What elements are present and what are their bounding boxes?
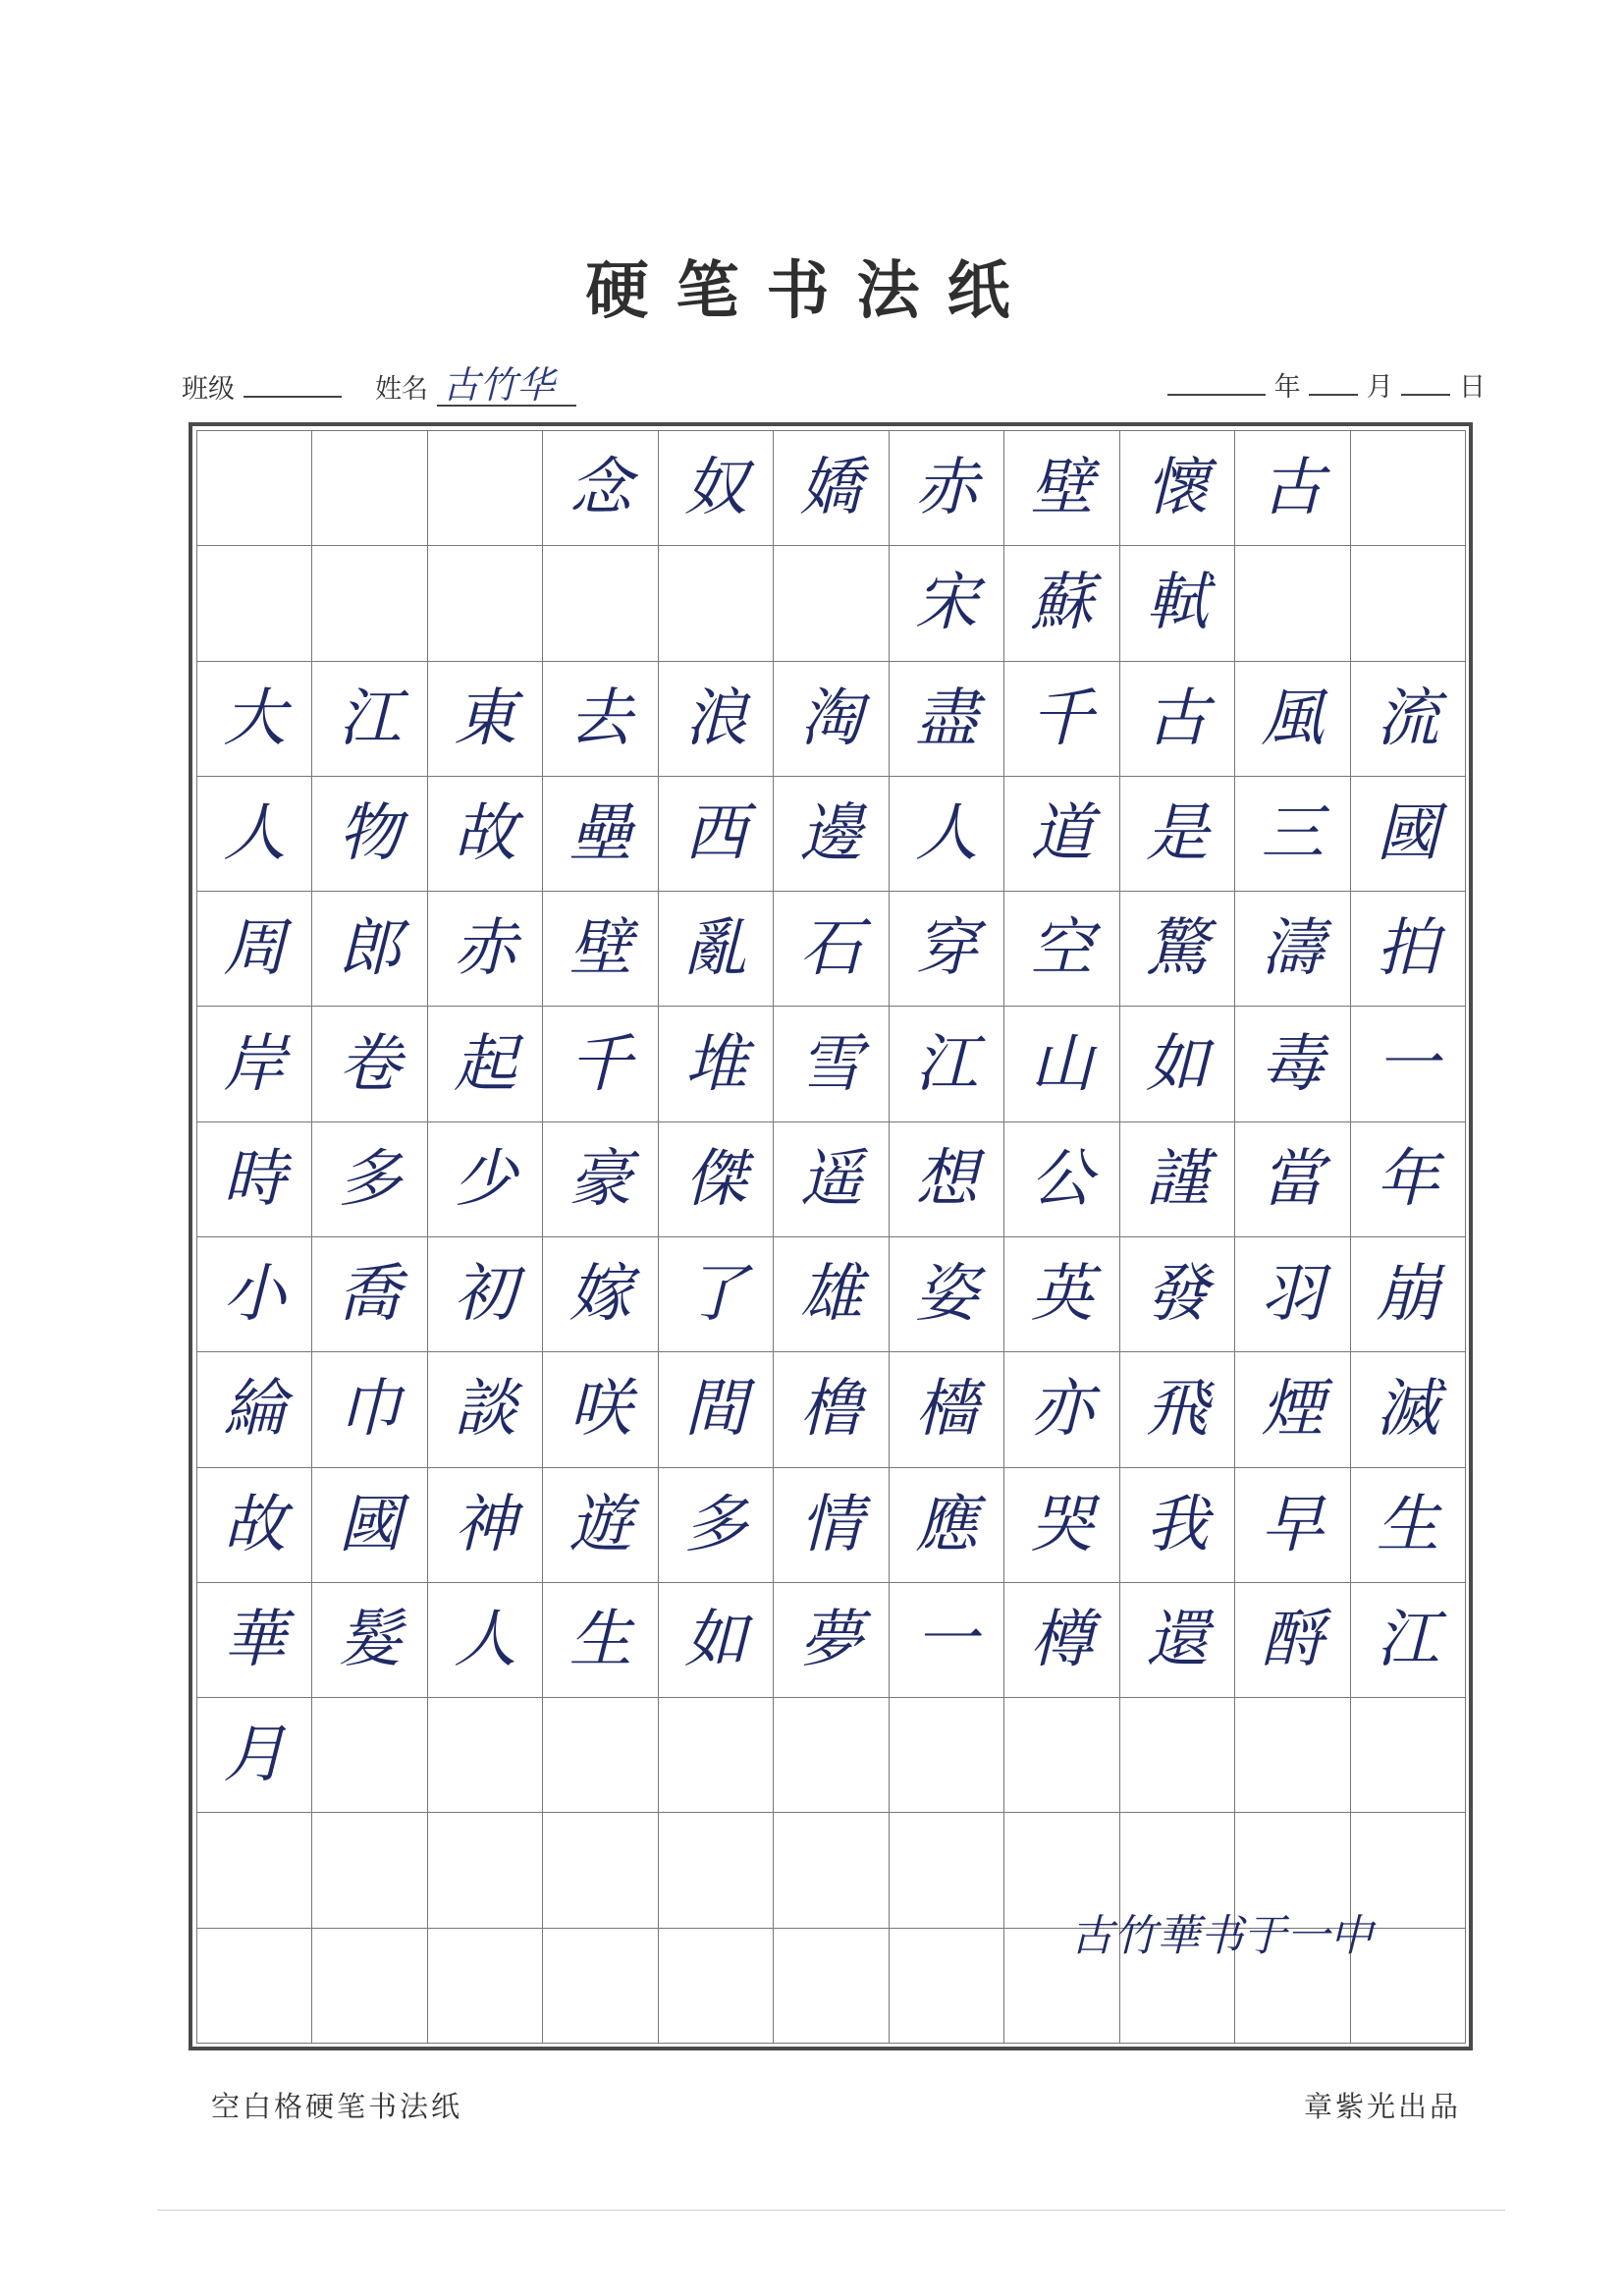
grid-cell	[428, 546, 543, 661]
grid-cell	[659, 1929, 774, 2044]
grid-cell: 物	[312, 777, 427, 892]
footer-right: 章紫光出品	[1303, 2090, 1461, 2123]
grid-cell	[543, 1813, 658, 1928]
name-value: 古竹华	[437, 365, 576, 407]
grid-cell: 奴	[659, 431, 774, 546]
grid-cell	[659, 1698, 774, 1813]
grid-cell: 神	[428, 1468, 543, 1583]
grid-cell: 邊	[774, 777, 889, 892]
grid-cell	[890, 1929, 1004, 2044]
grid-cell	[1351, 431, 1466, 546]
grid-cell: 拍	[1351, 892, 1466, 1007]
grid-cell	[428, 431, 543, 546]
grid-cell: 豪	[543, 1122, 658, 1237]
grid-cell: 初	[428, 1237, 543, 1352]
grid-cell: 酹	[1235, 1583, 1350, 1698]
grid-cell: 橹	[774, 1352, 889, 1467]
grid-cell	[774, 1929, 889, 2044]
grid-cell: 空	[1004, 892, 1119, 1007]
grid-cell: 我	[1120, 1468, 1235, 1583]
grid-cell: 人	[890, 777, 1004, 892]
grid-cell	[312, 1698, 427, 1813]
grid-cell: 濤	[1235, 892, 1350, 1007]
grid-cell: 古	[1120, 662, 1235, 777]
grid-cell: 咲	[543, 1352, 658, 1467]
grid-cell: 間	[659, 1352, 774, 1467]
day-field	[1401, 368, 1450, 396]
grid-cell: 郎	[312, 892, 427, 1007]
grid-cell: 人	[428, 1583, 543, 1698]
grid-cell: 千	[1004, 662, 1119, 777]
grid-cell: 蘇	[1004, 546, 1119, 661]
grid-cell: 千	[543, 1007, 658, 1121]
grid-cell: 年	[1351, 1122, 1466, 1237]
grid-cell: 想	[890, 1122, 1004, 1237]
grid-cell: 東	[428, 662, 543, 777]
writing-grid	[196, 430, 1466, 2044]
page-title: 硬笔书法纸	[585, 254, 1038, 328]
grid-cell: 髮	[312, 1583, 427, 1698]
footer-left: 空白格硬笔书法纸	[211, 2090, 463, 2123]
grid-cell: 故	[197, 1468, 312, 1583]
year-field	[1167, 368, 1266, 396]
grid-cell: 如	[659, 1583, 774, 1698]
grid-cell: 崩	[1351, 1237, 1466, 1352]
grid-cell: 飛	[1120, 1352, 1235, 1467]
grid-cell: 浪	[659, 662, 774, 777]
grid-cell	[197, 1813, 312, 1928]
grid-cell: 驚	[1120, 892, 1235, 1007]
grid-cell: 一	[1351, 1007, 1466, 1121]
grid-cell: 故	[428, 777, 543, 892]
grid-cell: 華	[197, 1583, 312, 1698]
grid-cell	[659, 1813, 774, 1928]
grid-cell	[1235, 546, 1350, 661]
grid-cell: 檣	[890, 1352, 1004, 1467]
grid-cell: 亂	[659, 892, 774, 1007]
bottom-rule	[157, 2210, 1505, 2211]
grid-cell: 江	[312, 662, 427, 777]
grid-cell: 應	[890, 1468, 1004, 1583]
grid-cell: 岸	[197, 1007, 312, 1121]
grid-cell: 堆	[659, 1007, 774, 1121]
grid-cell: 夢	[774, 1583, 889, 1698]
grid-cell: 三	[1235, 777, 1350, 892]
grid-cell	[774, 546, 889, 661]
grid-cell: 生	[543, 1583, 658, 1698]
grid-cell	[197, 546, 312, 661]
grid-cell: 江	[890, 1007, 1004, 1121]
grid-cell	[890, 1813, 1004, 1928]
grid-cell: 亦	[1004, 1352, 1119, 1467]
grid-cell: 遥	[774, 1122, 889, 1237]
date-info	[1167, 365, 1486, 404]
grid-cell: 嬌	[774, 431, 889, 546]
grid-cell: 謹	[1120, 1122, 1235, 1237]
grid-cell	[1351, 1698, 1466, 1813]
signature: 古竹華书于一中	[1070, 1911, 1373, 1961]
grid-cell: 江	[1351, 1583, 1466, 1698]
grid-cell: 赤	[890, 431, 1004, 546]
grid-cell: 樽	[1004, 1583, 1119, 1698]
grid-cell	[774, 1813, 889, 1928]
grid-cell: 羽	[1235, 1237, 1350, 1352]
grid-cell	[543, 1929, 658, 2044]
grid-cell	[428, 1698, 543, 1813]
grid-cell	[543, 546, 658, 661]
grid-cell	[428, 1929, 543, 2044]
grid-cell: 巾	[312, 1352, 427, 1467]
grid-cell	[1004, 1698, 1119, 1813]
grid-cell: 風	[1235, 662, 1350, 777]
grid-cell: 壁	[543, 892, 658, 1007]
grid-cell: 時	[197, 1122, 312, 1237]
grid-cell	[197, 1929, 312, 2044]
grid-cell	[1235, 1698, 1350, 1813]
grid-cell	[659, 546, 774, 661]
grid-cell: 周	[197, 892, 312, 1007]
grid-cell: 卷	[312, 1007, 427, 1121]
grid-cell: 國	[1351, 777, 1466, 892]
grid-cell: 壁	[1004, 431, 1119, 546]
grid-cell	[312, 546, 427, 661]
grid-cell: 煙	[1235, 1352, 1350, 1467]
grid-cell: 一	[890, 1583, 1004, 1698]
grid-cell: 懷	[1120, 431, 1235, 546]
class-field	[243, 370, 342, 398]
grid-cell: 大	[197, 662, 312, 777]
grid-cell	[197, 431, 312, 546]
grid-cell: 綸	[197, 1352, 312, 1467]
grid-cell: 念	[543, 431, 658, 546]
grid-cell: 英	[1004, 1237, 1119, 1352]
day-label: 日	[1459, 372, 1486, 403]
grid-cell: 雪	[774, 1007, 889, 1121]
grid-cell: 滅	[1351, 1352, 1466, 1467]
grid-cell: 公	[1004, 1122, 1119, 1237]
grid-cell: 石	[774, 892, 889, 1007]
grid-cell: 壘	[543, 777, 658, 892]
grid-cell: 情	[774, 1468, 889, 1583]
grid-cell: 月	[197, 1698, 312, 1813]
grid-cell	[543, 1698, 658, 1813]
grid-cell: 喬	[312, 1237, 427, 1352]
grid-cell: 當	[1235, 1122, 1350, 1237]
grid-cell: 如	[1120, 1007, 1235, 1121]
grid-cell	[428, 1813, 543, 1928]
grid-cell: 雄	[774, 1237, 889, 1352]
grid-cell: 盡	[890, 662, 1004, 777]
grid-cell	[312, 431, 427, 546]
grid-cell: 去	[543, 662, 658, 777]
month-field	[1309, 368, 1358, 396]
month-label: 月	[1366, 372, 1393, 403]
grid-cell: 赤	[428, 892, 543, 1007]
grid-cell	[312, 1813, 427, 1928]
grid-cell: 國	[312, 1468, 427, 1583]
grid-cell: 古	[1235, 431, 1350, 546]
grid-cell	[1120, 1698, 1235, 1813]
grid-cell	[890, 1698, 1004, 1813]
grid-cell: 嫁	[543, 1237, 658, 1352]
grid-cell: 少	[428, 1122, 543, 1237]
student-info	[182, 365, 576, 407]
grid-cell: 宋	[890, 546, 1004, 661]
grid-cell: 山	[1004, 1007, 1119, 1121]
grid-cell: 起	[428, 1007, 543, 1121]
grid-cell: 了	[659, 1237, 774, 1352]
grid-cell: 西	[659, 777, 774, 892]
grid-cell: 人	[197, 777, 312, 892]
grid-cell: 發	[1120, 1237, 1235, 1352]
class-label: 班级	[182, 374, 235, 405]
grid-cell: 生	[1351, 1468, 1466, 1583]
grid-cell: 流	[1351, 662, 1466, 777]
grid-cell	[312, 1929, 427, 2044]
grid-cell	[1351, 546, 1466, 661]
grid-cell: 淘	[774, 662, 889, 777]
grid-cell: 穿	[890, 892, 1004, 1007]
grid-cell: 談	[428, 1352, 543, 1467]
grid-cell: 多	[659, 1468, 774, 1583]
grid-cell: 哭	[1004, 1468, 1119, 1583]
grid-cell: 早	[1235, 1468, 1350, 1583]
grid-cell	[774, 1698, 889, 1813]
grid-cell: 傑	[659, 1122, 774, 1237]
name-label: 姓名	[374, 374, 428, 405]
grid-cell: 是	[1120, 777, 1235, 892]
grid-cell: 多	[312, 1122, 427, 1237]
grid-cell: 遊	[543, 1468, 658, 1583]
grid-cell: 道	[1004, 777, 1119, 892]
grid-cell: 軾	[1120, 546, 1235, 661]
year-label: 年	[1273, 372, 1301, 403]
grid-cell: 小	[197, 1237, 312, 1352]
grid-cell: 毒	[1235, 1007, 1350, 1121]
grid-cell: 還	[1120, 1583, 1235, 1698]
grid-cell: 姿	[890, 1237, 1004, 1352]
